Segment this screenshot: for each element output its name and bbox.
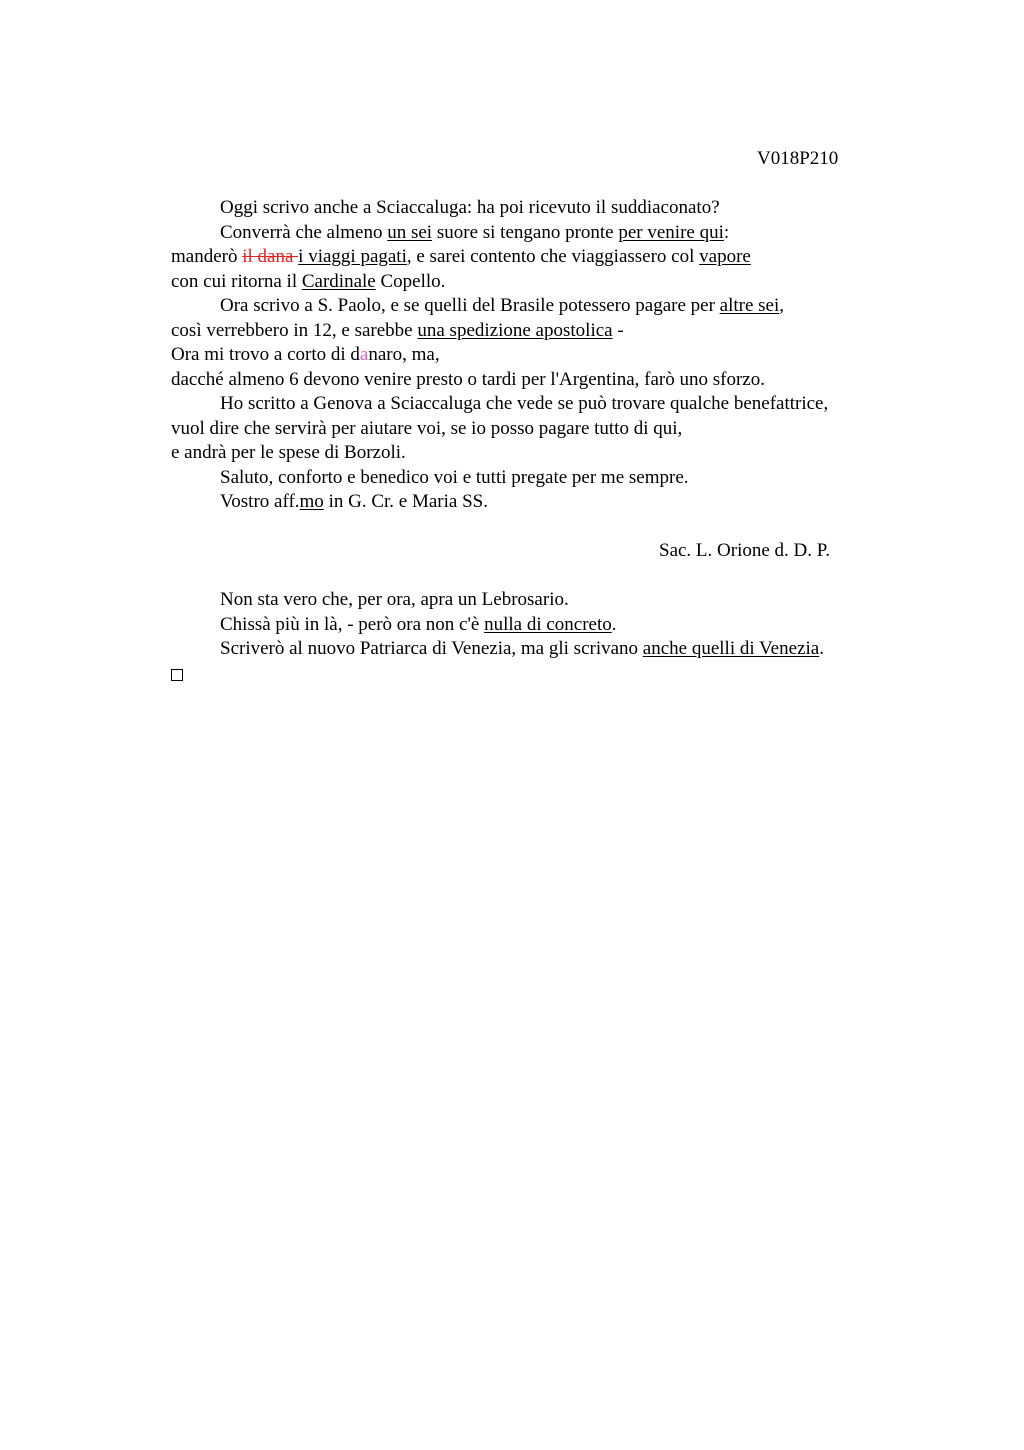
text-line (171, 245, 931, 270)
text-run: Scriverò al nuovo Patriarca di Venezia, ma gli scrivano (220, 638, 643, 659)
underlined-text: una spedizione apostolica (417, 319, 613, 341)
underlined-text: anche quelli di Venezia (642, 638, 820, 659)
text-run: Vostro aff. (220, 491, 300, 512)
text-line (171, 294, 931, 319)
text-run: con cui ritorna il (171, 270, 302, 292)
text-line (171, 221, 931, 246)
letter-body (171, 196, 931, 686)
underlined-text: mo (299, 491, 324, 512)
signature: Sac. L. Orione d. D. P. (659, 540, 830, 561)
text-run: . (611, 613, 617, 635)
text-run: Ora scrivo a S. Paolo, e se quelli del Brasile potessero pagare per (220, 295, 720, 316)
underlined-text: per venire qui (618, 221, 724, 243)
text-line (171, 319, 931, 344)
text-run: , e sarei contento che viaggiassero col (406, 246, 700, 267)
end-marker (171, 662, 931, 687)
text-run: Chissà più in là, - però ora non c'è (220, 613, 485, 635)
inserted-text: a (359, 344, 369, 365)
text-run: suore si tengano pronte (432, 221, 619, 243)
text-run: . (819, 638, 824, 659)
spacer (171, 564, 931, 589)
text-line (171, 270, 931, 295)
document-reference: V018P210 (757, 148, 839, 169)
text-run: Copello. (375, 270, 446, 292)
text-line: Saluto, conforto e benedico voi e tutti pregate per me sempre. (220, 466, 689, 488)
text-line: Oggi scrivo anche a Sciaccaluga: ha poi ricevuto il suddiaconato? (220, 197, 720, 218)
text-line: dacché almeno 6 devono venire presto o tardi per l'Argentina, farò uno sforzo. (171, 368, 765, 390)
text-run: manderò (171, 246, 243, 267)
underlined-text: Cardinale (301, 270, 376, 292)
text-run: in G. Cr. e Maria SS. (323, 491, 488, 512)
text-line: vuol dire che servirà per aiutare voi, se io posso pagare tutto di qui, (171, 417, 683, 439)
text-run: : (723, 221, 730, 243)
postscript-line (171, 637, 931, 662)
text-line: Ho scritto a Genova a Sciaccaluga che vede se può trovare qualche benefattrice, (220, 393, 829, 414)
text-line: e andrà per le spese di Borzoli. (171, 442, 406, 463)
postscript-line: Non sta vero che, per ora, apra un Lebrosario. (220, 589, 569, 610)
deleted-text: il dana (242, 246, 299, 267)
text-run: Converrà che almeno (220, 221, 388, 243)
text-run: Ora mi trovo a corto di d (171, 344, 360, 365)
postscript-line (171, 613, 931, 638)
underlined-text: un sei (387, 221, 433, 243)
underlined-text: nulla di concreto (484, 613, 612, 635)
underlined-text: altre sei (719, 295, 780, 316)
spacer (171, 515, 931, 540)
checkbox-icon (171, 669, 183, 681)
text-run: - (612, 319, 624, 341)
text-line (171, 490, 931, 515)
text-line (171, 343, 931, 368)
underlined-text: i viaggi pagati (298, 246, 407, 267)
text-run: , (779, 295, 785, 316)
text-run: così verrebbero in 12, e sarebbe (171, 319, 418, 341)
underlined-text: vapore (699, 246, 751, 267)
text-run: naro, ma, (368, 344, 440, 365)
